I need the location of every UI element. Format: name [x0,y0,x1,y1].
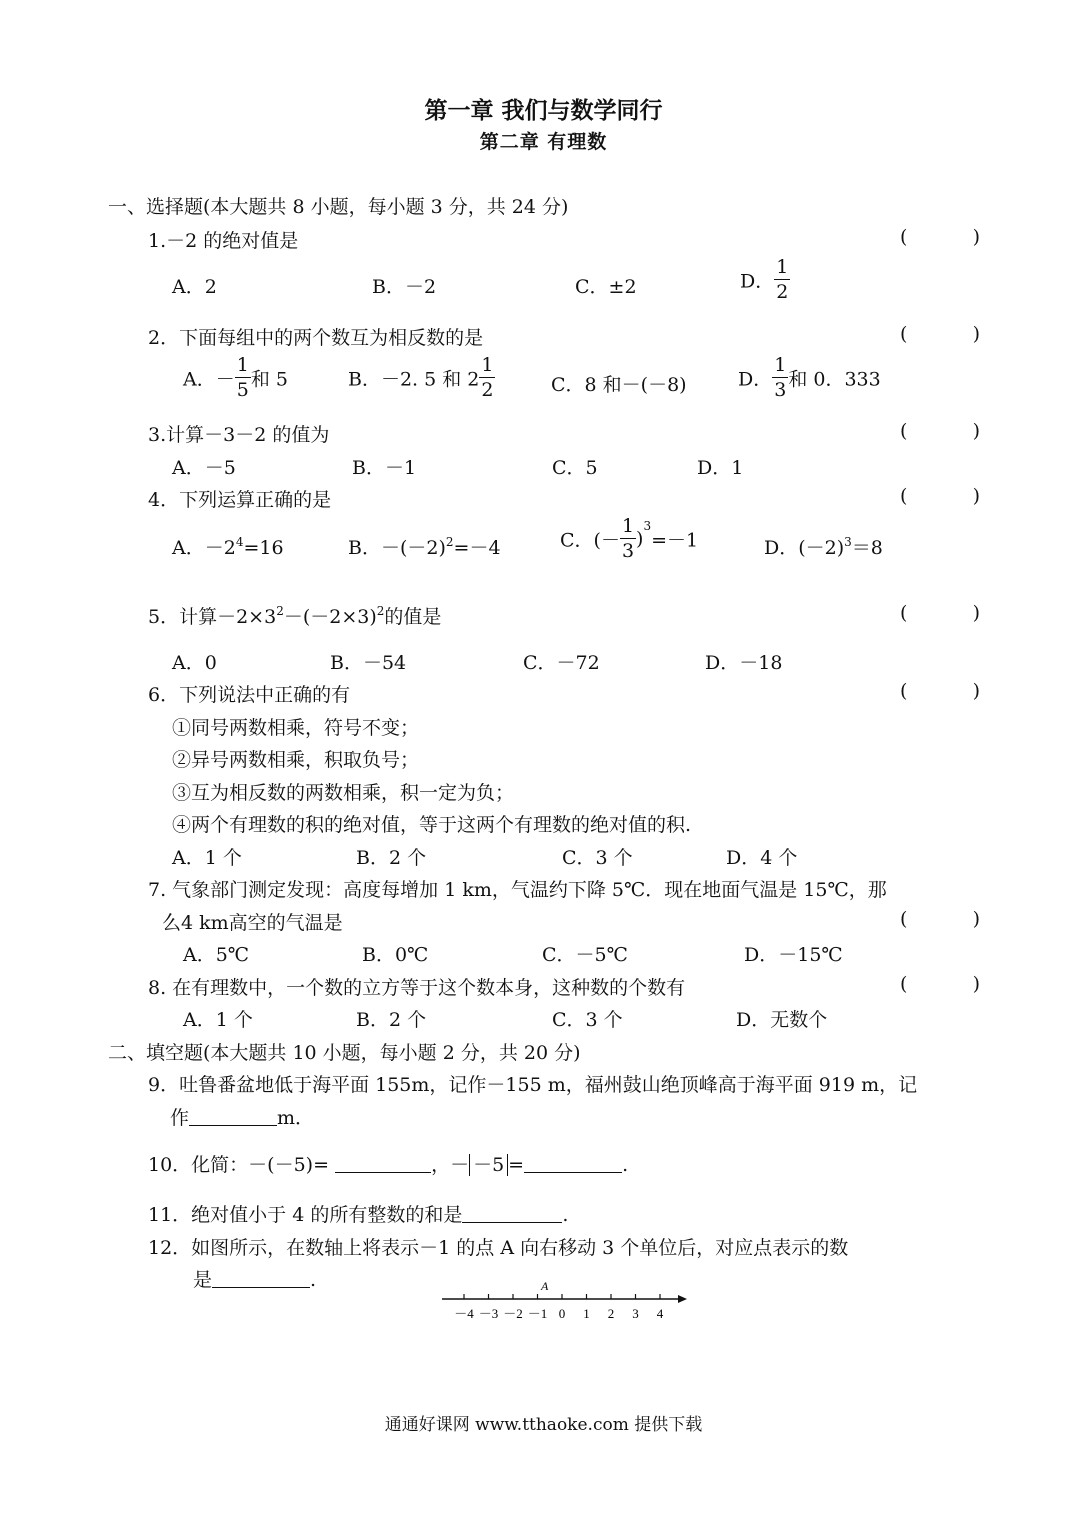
q4-option-c: C．(－ $\frac{1}{3}$ )$^3$=－1 [560,515,699,562]
q8-option-a: A．1 个 [183,1009,253,1031]
q4-option-d: D．$(-2)^3=8$ [764,535,883,559]
number-line-tick-label: 4 [656,1306,664,1321]
q9-answer-blank[interactable] [189,1107,277,1126]
q1-option-d-fraction: $\frac{1}{2}$ [776,256,789,303]
number-line-figure [440,1278,690,1333]
number-line-tick-label: 0 [558,1306,566,1321]
q5-option-c: C．－72 [523,652,600,674]
q4-option-a: A．$-2^4=16$ [172,535,284,559]
q7-option-b: B．0℃ [362,944,429,966]
q3-option-b: B．－1 [352,457,417,479]
q10-line: 10．化简：－(－5)= ，－ －5 = . [148,1154,629,1176]
q11-line: 11．绝对值小于 4 的所有整数的和是 . [148,1204,569,1226]
q6-option-a: A．1 个 [172,847,242,869]
section-heading-fill: 二、填空题(本大题共 10 小题，每小题 2 分，共 20 分) [108,1042,581,1064]
q2-option-d: D． $\frac{1}{3}$ 和 0．333 [738,354,881,401]
number-line-tick-label: －3 [478,1306,499,1321]
q6-statement: ③互为相反数的两数相乘，积一定为负； [172,782,515,804]
number-line-tick-label: 1 [583,1306,590,1321]
q8-option-c: C．3 个 [552,1009,623,1031]
q3-stem: 3.计算－3－2 的值为 [148,424,330,446]
section-heading-choice: 一、选择题(本大题共 8 小题，每小题 3 分，共 24 分) [108,196,569,218]
q10-answer-blank-1[interactable] [335,1154,431,1173]
q9-line2: 作 m． [170,1107,315,1129]
q7-stem-line2: 么4 km高空的气温是 [162,912,343,934]
q6-option-c: C．3 个 [562,847,633,869]
q1-option-d: D． $\frac{1}{2}$ [740,256,789,303]
q12-answer-blank[interactable] [212,1269,310,1288]
number-line-tick-label: 3 [632,1306,639,1321]
q5-option-b: B．－54 [330,652,407,674]
q6-stem: 6．下列说法中正确的有 [148,684,351,706]
q7-stem-line1: 7. 气象部门测定发现：高度每增加 1 km，气温约下降 5℃．现在地面气温是 15℃，那 [148,879,887,901]
q4-option-b: B．$-(-2)^2=-4$ [348,535,501,559]
q2-option-a: A．－ $\frac{1}{5}$ 和 5 [183,354,288,401]
q12-line1: 12．如图所示，在数轴上将表示－1 的点 A 向右移动 3 个单位后，对应点表示的数 [148,1237,849,1259]
q6-option-d: D．4 个 [726,847,798,869]
q6-option-b: B．2 个 [356,847,427,869]
q6-statement: ①同号两数相乘，符号不变； [172,717,420,739]
q10-absolute-value: －5 [469,1154,508,1176]
q2-option-c: C．8 和－(－8) [551,374,687,396]
q3-option-a: A．－5 [172,457,236,479]
q7-option-c: C．－5℃ [542,944,628,966]
number-line-arrow [678,1295,687,1303]
q1-option-b: B．－2 [372,276,437,298]
q2-option-b: B．－2. 5 和 2 $\frac{1}{2}$ [348,354,494,401]
page-footer: 通通好课网 www.tthaoke.com 提供下载 [384,1415,703,1435]
q5-stem: 5．计算$-2\times 3^2-(-2\times 3)^2$的值是 [148,604,442,628]
point-a-label: A [541,1279,549,1293]
q3-option-d: D．1 [697,457,744,479]
chapter-subtitle: 第二章 有理数 [479,131,608,153]
q6-statement: ④两个有理数的积的绝对值，等于这两个有理数的绝对值的积. [172,814,692,836]
q9-line1: 9．吐鲁番盆地低于海平面 155m，记作－155 m，福州鼓山绝顶峰高于海平面 919 m，记 [148,1074,918,1096]
q4-stem: 4．下列运算正确的是 [148,489,332,511]
q1-stem: 1.－2 的绝对值是 [148,230,299,252]
q8-stem: 8. 在有理数中，一个数的立方等于这个数本身，这种数的个数有 [148,977,686,999]
q1-option-a: A．2 [172,276,217,298]
q7-option-d: D．－15℃ [744,944,843,966]
q1-option-c: C．±2 [575,276,637,298]
q5-option-a: A．0 [172,652,217,674]
number-line-tick-label: －2 [503,1306,523,1321]
q11-answer-blank[interactable] [462,1204,562,1223]
chapter-title: 第一章 我们与数学同行 [424,97,663,124]
q10-answer-blank-2[interactable] [524,1154,622,1173]
q5-option-d: D．－18 [705,652,783,674]
q12-line2: 是 . [193,1269,317,1291]
q8-option-d: D．无数个 [736,1009,828,1031]
q2-stem: 2．下面每组中的两个数互为相反数的是 [148,327,484,349]
q6-statement: ②异号两数相乘，积取负号； [172,749,420,771]
q8-option-b: B．2 个 [356,1009,427,1031]
q3-option-c: C．5 [552,457,598,479]
number-line-svg [440,1278,690,1328]
number-line-tick-label: 2 [607,1306,615,1321]
number-line-tick-label: －1 [527,1306,548,1321]
q7-option-a: A．5℃ [183,944,250,966]
number-line-tick-label: －4 [454,1306,474,1321]
